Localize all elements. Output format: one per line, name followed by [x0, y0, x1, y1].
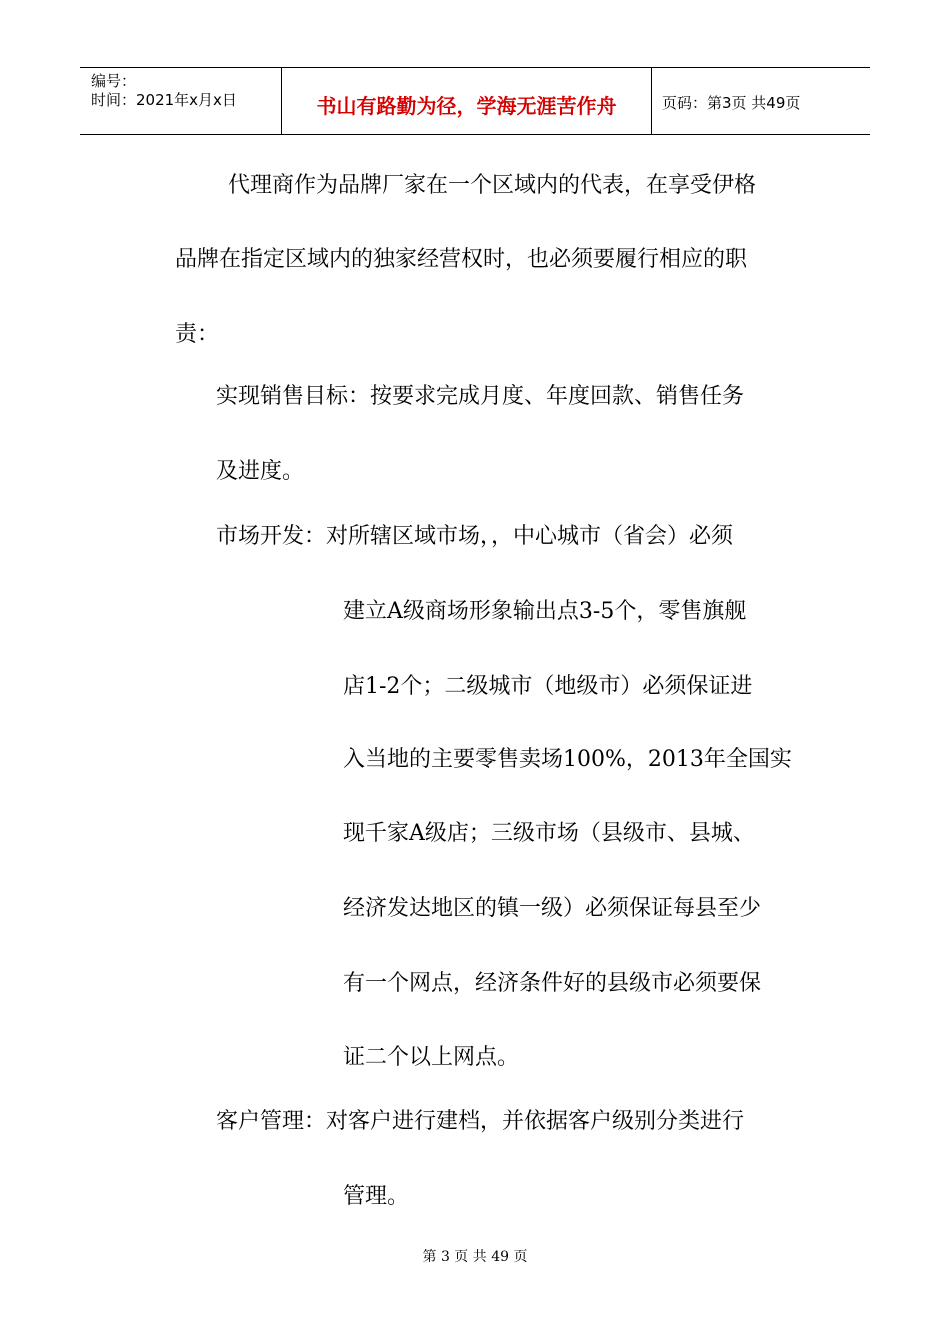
paragraph-line: 入当地的主要零售卖场100%，2013年全国实: [343, 747, 792, 772]
header-page-info: 页码：第3页 共49页: [662, 93, 801, 112]
paragraph-line: 店1-2个；二级城市（地级市）必须保证进: [343, 674, 753, 699]
paragraph-line: 责：: [175, 322, 220, 347]
document-number-label: 编号：: [91, 72, 137, 90]
document-time-label: 时间：2021年x月x日: [91, 91, 237, 109]
paragraph-line: 市场开发：对所辖区域市场，，中心城市（省会）必须: [216, 524, 734, 549]
paragraph-line: 有一个网点，经济条件好的县级市必须要保: [343, 971, 762, 996]
paragraph-line: 现千家A级店；三级市场（县级市、县城、: [343, 821, 755, 846]
paragraph-line: 实现销售目标：按要求完成月度、年度回款、销售任务: [216, 384, 745, 409]
paragraph-line: 品牌在指定区域内的独家经营权时，也必须要履行相应的职: [175, 247, 748, 272]
paragraph-line: 建立A级商场形象输出点3-5个，零售旗舰: [343, 599, 747, 624]
paragraph-line: 及进度。: [216, 459, 305, 484]
header-meta-cell: [80, 68, 281, 134]
header-page-cell: [652, 68, 870, 134]
paragraph-line: 代理商作为品牌厂家在一个区域内的代表，在享受伊格: [228, 173, 757, 198]
paragraph-line: 经济发达地区的镇一级）必须保证每县至少: [343, 896, 762, 921]
page-header: [80, 67, 870, 135]
paragraph-line: 客户管理：对客户进行建档，并依据客户级别分类进行: [216, 1109, 745, 1134]
header-motto: 书山有路勤为径，学海无涯苦作舟: [316, 93, 617, 118]
paragraph-line: 管理。: [343, 1184, 410, 1209]
header-motto-cell: [281, 68, 652, 134]
page-footer: 第 3 页 共 49 页: [422, 1249, 528, 1265]
paragraph-line: 证二个以上网点。: [343, 1045, 520, 1070]
